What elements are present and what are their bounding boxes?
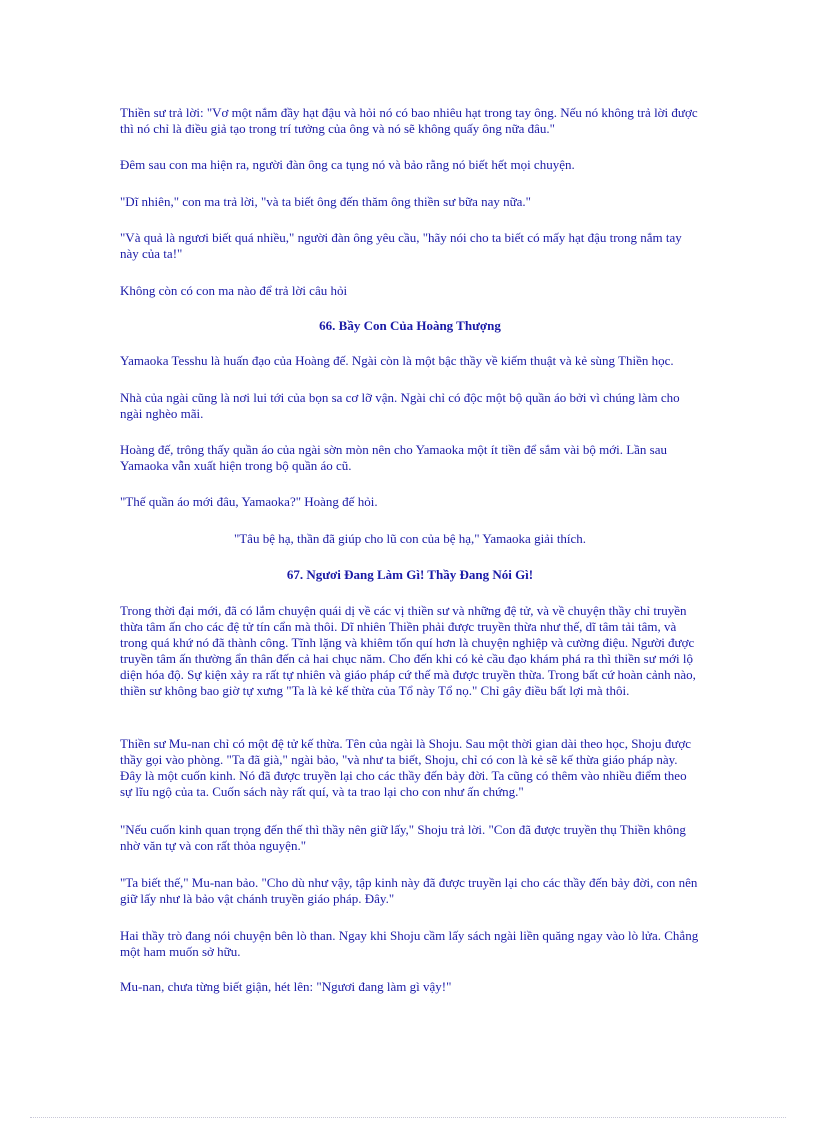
- paragraph: Trong thời đại mới, đã có lắm chuyện quái dị về các vị thiền sư và những đệ tử, và về chuyện thầy chỉ truyền thừa tâm ấn cho các đệ tử tín cẩn mà thôi. Dĩ nhiên Thiền phải được truyền thừa như thế, dĩ tâm tải tâm, và trong quá khứ nó đã thành công. Tĩnh lặng và khiêm tốn quí hơn là chuyện nghiệp và cường điệu. Người được truyền tâm ấn thường ẩn thân đến cả hai chục năm. Cho đến khi có kẻ cầu đạo khám phá ra thì thiền sư mới lộ diện hóa độ. Sự kiện xảy ra rất tự nhiên và giáo pháp cứ thế mà được truyền thừa. Trong bất cứ hoàn cảnh nào, thiền sư không bao giờ tự xưng "Ta là kẻ kế thừa của Tổ này Tổ nọ." Chỉ gây điều bất lợi mà thôi.: [120, 603, 696, 698]
- paragraph: "Và quả là ngươi biết quá nhiều," người đàn ông yêu cầu, "hãy nói cho ta biết có mấy hạt đậu trong nắm tay này của ta!": [120, 230, 682, 261]
- paragraph: Không còn có con ma nào để trả lời câu hỏi: [120, 283, 348, 298]
- paragraph: Thiền sư Mu-nan chỉ có một đệ tử kế thừa. Tên của ngài là Shoju. Sau một thời gian dài theo học, Shoju được thầy gọi vào phòng. "Ta đã già," ngài bảo, "và như ta biết, Shoju, chỉ có con là kẻ sẽ kế thừa giáo pháp này. Đây là một cuốn kinh. Nó đã được truyền lại cho các thầy đến bảy đời. Ta cũng có thêm vào nhiều điểm theo sự lĩu ngộ của ta. Cuốn sách này rất quí, và ta trao lại cho con như ấn chứng.": [120, 736, 691, 799]
- section-heading: 67. Ngươi Đang Làm Gì! Thầy Đang Nói Gì!: [286, 567, 534, 582]
- paragraph: "Tâu bệ hạ, thần đã giúp cho lũ con của bệ hạ," Yamaoka giải thích.: [233, 531, 587, 546]
- paragraph: Hoàng đế, trông thấy quần áo của ngài sờn mòn nên cho Yamaoka một ít tiền để sắm vài bộ mới. Lần sau Yamaoka vẫn xuất hiện trong bộ quần áo cũ.: [120, 442, 667, 473]
- page-divider: [30, 1117, 786, 1118]
- paragraph: "Dĩ nhiên," con ma trả lời, "và ta biết ông đến thăm ông thiền sư bữa nay nữa.": [120, 194, 531, 209]
- paragraph: Mu-nan, chưa từng biết giận, hét lên: "Ngươi đang làm gì vậy!": [120, 979, 452, 994]
- paragraph: Đêm sau con ma hiện ra, người đàn ông ca tụng nó và bảo rằng nó biết hết mọi chuyện.: [120, 157, 575, 172]
- paragraph: "Ta biết thế," Mu-nan bảo. "Cho dù như vậy, tập kinh này đã được truyền lại cho các thầy đến bảy đời, con nên giữ lấy như là bảo vật chánh truyền giáo pháp. Đây.": [120, 875, 698, 906]
- section-heading: 66. Bầy Con Của Hoàng Thượng: [319, 318, 501, 333]
- paragraph: Nhà của ngài cũng là nơi lui tới của bọn sa cơ lỡ vận. Ngài chỉ có độc một bộ quần áo bởi vì chúng làm cho ngài nghèo mãi.: [120, 390, 680, 421]
- paragraph: "Thế quần áo mới đâu, Yamaoka?" Hoàng đế hỏi.: [120, 494, 378, 509]
- paragraph: Thiền sư trả lời: "Vơ một nắm đầy hạt đậu và hỏi nó có bao nhiêu hạt trong tay ông. Nếu nó không trả lời được thì nó chỉ là điều giả tạo trong trí tưởng của ông và nó sẽ không quấy ông nữa đâu.": [120, 105, 698, 136]
- paragraph: Yamaoka Tesshu là huấn đạo của Hoàng đế. Ngài còn là một bậc thầy về kiếm thuật và kẻ sùng Thiền học.: [120, 353, 674, 368]
- paragraph: "Nếu cuốn kinh quan trọng đến thế thì thầy nên giữ lấy," Shoju trả lời. "Con đã được truyền thụ Thiền không nhờ văn tự và con rất thỏa nguyện.": [120, 822, 686, 853]
- paragraph: Hai thầy trò đang nói chuyện bên lò than. Ngay khi Shoju cầm lấy sách ngài liền quăng ngay vào lò lửa. Chẳng một ham muốn sở hữu.: [120, 928, 699, 959]
